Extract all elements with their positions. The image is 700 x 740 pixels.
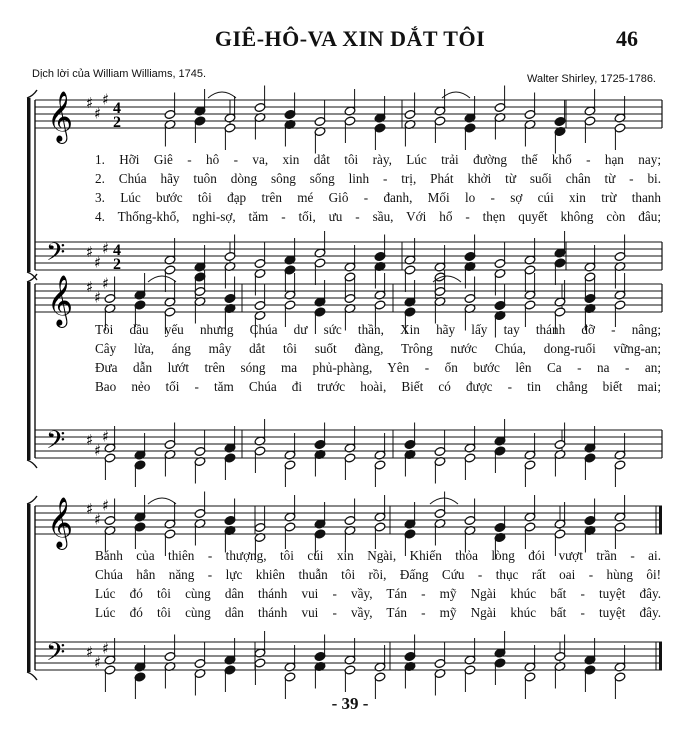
verse-2-line-1: 2. Chúa hãy tuôn dòng sông sống linh - trị, Phát khởi từ suối chân từ - bi. [95, 171, 661, 186]
bracket-hook [27, 90, 37, 98]
verse-3-line-2: Đưa dẫn lướt trên sóng ma phủ-phàng, Yên - ổn bước lên Ca - na - an; [95, 360, 661, 375]
time-signature-bottom: 2 [113, 114, 121, 131]
sharp-icon: ♯ [102, 90, 110, 109]
treble-clef-icon: 𝄞 [47, 497, 74, 548]
sharp-icon: ♯ [102, 427, 110, 446]
slur [430, 498, 458, 504]
bracket-hook [27, 496, 37, 504]
sharp-icon: ♯ [102, 496, 110, 515]
bass-clef-icon: 𝄢 [46, 238, 66, 273]
bass-clef-icon: 𝄢 [46, 638, 66, 673]
sharp-icon: ♯ [94, 104, 102, 123]
sharp-icon: ♯ [94, 288, 102, 307]
sharp-icon: ♯ [94, 653, 102, 672]
sharp-icon: ♯ [102, 639, 110, 658]
hymn-number: 46 [616, 26, 638, 51]
sharp-icon: ♯ [86, 243, 94, 261]
verse-1-line-2: Tôi dầu yếu nhưng Chúa dư sức thần, Xin hãy lấy tay thánh đỡ - nâng; [95, 322, 661, 337]
verse-4-line-1: 4. Thống-khổ, nghi-sợ, tăm - tối, ưu - sầu, Với hổ - thẹn quyết không còn đâu; [95, 209, 661, 224]
system-bracket [27, 504, 31, 672]
sharp-icon: ♯ [94, 441, 102, 460]
bracket-hook [27, 460, 37, 468]
verse-3-line-1: 3. Lúc bước tôi đạp trên mé Giô - đanh, Mối lo - sợ cúi xin trừ thanh [95, 190, 661, 205]
bass-clef-icon: 𝄢 [46, 426, 66, 461]
slur [148, 498, 176, 504]
music-credit: Walter Shirley, 1725-1786. [526, 73, 656, 85]
page-number: - 39 - [331, 694, 369, 713]
sharp-icon: ♯ [102, 274, 110, 293]
time-signature-top: 4 [113, 100, 121, 117]
verse-3-line-3: Lúc đó tôi cùng dân thánh vui - vầy, Tán - mỹ Ngài khúc bất - tuyệt đây. [95, 586, 661, 601]
slur [442, 92, 470, 98]
final-barline-thick [659, 506, 662, 534]
verse-1-line-3: Bánh của thiên - thượng, tôi cúi xin Ngài, Khiến thỏa lòng đói vượt trần - ai. [95, 548, 661, 563]
treble-clef-icon: 𝄞 [47, 91, 74, 142]
sharp-icon: ♯ [94, 253, 102, 272]
verse-1-line-1: 1. Hỡi Giê - hô - va, xin dắt tôi rày, Lúc trải đường thế khổ - hạn nay; [95, 152, 661, 167]
verse-2-line-3: Chúa hẳn năng - lực khiên thuẫn tôi rồi, Đấng Cứu - thục rất oai - hùng ôi! [95, 567, 661, 582]
sharp-icon: ♯ [86, 643, 94, 661]
bracket-hook [27, 672, 37, 680]
time-signature-top: 4 [113, 242, 121, 259]
sharp-icon: ♯ [86, 500, 94, 518]
sharp-icon: ♯ [86, 278, 94, 296]
treble-clef-icon: 𝄞 [47, 275, 74, 326]
sharp-icon: ♯ [94, 510, 102, 529]
slur [208, 92, 236, 98]
sharp-icon: ♯ [86, 431, 94, 449]
verse-4-line-3: Lúc đó tôi cùng dân thánh vui - vầy, Tán - mỹ Ngài khúc bất - tuyệt đây. [95, 605, 661, 620]
slur [148, 276, 176, 282]
verse-4-line-2: Bao nẻo tối - tăm Chúa đi trước hoài, Biết có được - tin chẳng biết mai; [95, 379, 661, 394]
final-barline-thick [659, 642, 662, 670]
time-signature-bottom: 2 [113, 256, 121, 273]
hymn-title: GIÊ-HÔ-VA XIN DẮT TÔI [214, 26, 486, 51]
system-bracket [27, 98, 31, 272]
verse-2-line-2: Cây lửa, áng mây dắt tôi suốt đàng, Trông nước Chúa, dong-ruổi vững-an; [95, 341, 661, 356]
system-bracket [27, 282, 31, 460]
sharp-icon: ♯ [102, 239, 110, 258]
lyric-credit: Dịch lời của William Williams, 1745. [32, 68, 207, 80]
sharp-icon: ♯ [86, 94, 94, 112]
